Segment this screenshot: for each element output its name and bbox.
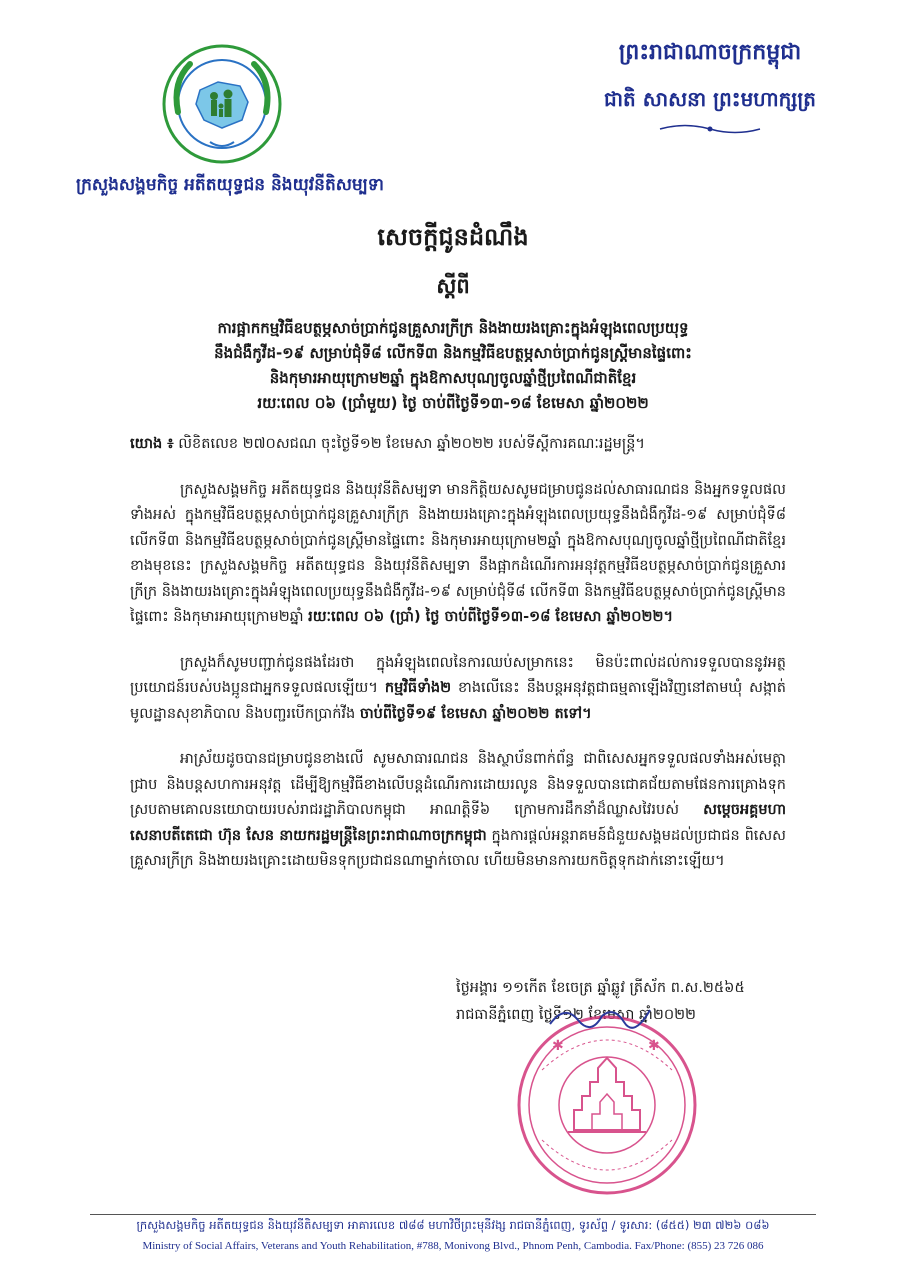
solar-date: រាជធានីភ្នំពេញ ថ្ងៃទី១២ ខែមេសា ឆ្នាំ២០២២ <box>456 1007 697 1023</box>
reference-line <box>130 432 786 458</box>
reference-text: លិខិតលេខ ២៧០សជណ ចុះថ្ងៃទី១២ ខែមេសា ឆ្នាំ២០២២ របស់ទីស្តីការគណៈរដ្ឋមន្ត្រី។ <box>178 436 645 452</box>
ornament-divider-icon <box>655 122 765 136</box>
national-motto: ជាតិ សាសនា ព្រះមហាក្សត្រ <box>604 87 816 111</box>
footer-address-english: Ministry of Social Affairs, Veterans and Youth Rehabilitation, #788, Monivong Blvd., Phnom Penh, Cambodia. Fax/Phone: (855) 23 726 086 <box>142 1240 764 1252</box>
document-title: សេចក្តីជូនដំណឹង <box>377 223 529 251</box>
paragraph-3-bold: សម្តេចអគ្គមហាសេនាបតីតេជោ ហ៊ុន សែន នាយករដ្ឋមន្ត្រីនៃព្រះរាជាណាចក្រកម្ពុជា <box>130 802 786 844</box>
ministry-name: ក្រសួងសង្គមកិច្ច អតីតយុទ្ធជន និងយុវនីតិសម្បទា <box>76 175 384 195</box>
subject-line-1: ការផ្អាកកម្មវិធីឧបត្ថម្ភសាច់ប្រាក់ជូនគ្រួសារក្រីក្រ និងងាយរងគ្រោះក្នុងអំឡុងពេលប្រយុទ្ធ <box>217 319 689 337</box>
subject-line-2: នឹងជំងឺកូវីដ-១៩ សម្រាប់ជុំទី៨ លើកទី៣ និងកម្មវិធីឧបត្ថម្ភសាច់ប្រាក់ជូនស្ត្រីមានផ្ទៃពោះ <box>214 344 692 362</box>
title-block <box>60 222 846 416</box>
paragraph-2-bold-2: ចាប់ពីថ្ងៃទី១៩ ខែមេសា ឆ្នាំ២០២២ តទៅ។ <box>359 705 592 722</box>
paragraph-2-mid: ខាងលើនេះ នឹងបន្តអនុវត្តជាធម្មតាឡើងវិញនៅតាមឃុំ សង្កាត់ មូលដ្ឋានសុខាភិបាល និងបញ្ជរបើកប្រាក់វីង <box>130 680 786 722</box>
paragraph-3 <box>130 747 786 875</box>
paragraph-2-text: ក្រសួងក៏សូមបញ្ជាក់ជូនផងដែរថា ក្នុងអំឡុងពេលនៃការឈប់សម្រាកនេះ មិនប៉ះពាល់ដល់ការទទួលបាននូវអត្ថប្រយោជន៍របស់បងប្អូនជាអ្នកទទួលផលឡើយ។ <box>130 654 786 696</box>
paragraph-1 <box>130 478 786 631</box>
footer-divider <box>90 1214 816 1215</box>
lunar-date: ថ្ងៃអង្គារ ១១កើត ខែចេត្រ ឆ្នាំឆ្លូវ ត្រីស័ក ព.ស.២៥៦៥ <box>456 980 745 996</box>
notice-body <box>130 432 786 895</box>
svg-text:✱: ✱ <box>648 1038 660 1054</box>
subject-line-4: រយៈពេល ០៦ (ប្រាំមួយ) ថ្ងៃ ចាប់ពីថ្ងៃទី១៣-១៨ ខែមេសា ឆ្នាំ២០២២ <box>257 394 649 412</box>
reference-label: យោង ៖ <box>130 436 174 452</box>
paragraph-1-text: ក្រសួងសង្គមកិច្ច អតីតយុទ្ធជន និងយុវនីតិសម្បទា មានកិត្តិយសសូមជម្រាបជូនដល់សាធារណជន និងអ្នកទទួលផលទាំងអស់ ក្នុងកម្មវិធីឧបត្ថម្ភសាច់ប្រាក់ជូនគ្រួសារក្រីក្រ និងងាយរងគ្រោះក្នុងអំឡុងពេលប្រយុទ្ធនឹងជំងឺកូវីដ-១៩ សម្រាប់ជុំទី៨ លើកទី៣ និងកម្មវិធីឧបត្ថម្ភសាច់ប្រាក់ជូនស្ត្រីមានផ្ទៃពោះ និងកុមារអាយុក្រោម២ឆ្នាំ ក្នុងឱកាសបុណ្យចូលឆ្នាំថ្មីប្រពៃណីជាតិខ្មែរ ខាងមុខនេះ ក្រសួងសង្គមកិច្ច អតីតយុទ្ធជន និងយុវនីតិសម្បទា នឹងផ្អាកដំណើរការអនុវត្តកម្មវិធីឧបត្ថម្ភសាច់ប្រាក់ជូនគ្រួសារក្រីក្រ និងងាយរងគ្រោះក្នុងអំឡុងពេលប្រយុទ្ធនឹងជំងឺកូវីដ-១៩ សម្រាប់ជុំទី៨ លើកទី៣ និងកម្មវិធីឧបត្ថម្ភសាច់ប្រាក់ជូនស្ត្រីមានផ្ទៃពោះ និងកុមារអាយុក្រោម២ឆ្នាំ <box>130 481 786 625</box>
document-about: ស្តីពី <box>436 274 470 298</box>
kingdom-name: ព្រះរាជាណាចក្រកម្ពុជា <box>618 39 802 65</box>
footer-address-khmer: ក្រសួងសង្គមកិច្ច អតីតយុទ្ធជន និងយុវនីតិសម្បទា អាគារលេខ ៧៨៨ មហាវិថីព្រះមុនីវង្ស រាជធានីភ្នំពេញ, ទូរស័ព្ទ / ទូរសារ: (៨៥៥) ២៣ ៧២៦ ០៨៦ <box>136 1218 770 1232</box>
signature-icon <box>540 996 660 1036</box>
paragraph-3-end: ក្នុងការផ្តល់អន្តរាគមន៍ជំនួយសង្គមដល់ប្រជាជន ពិសេសគ្រួសារក្រីក្រ និងងាយរងគ្រោះដោយមិនទុកប្រជាជនណាម្នាក់ចោល ហើយមិនមានការយកចិត្តទុកដាក់នោះឡើយ។ <box>130 827 786 869</box>
paragraph-2-bold-1: កម្មវិធីទាំង២ <box>384 680 452 696</box>
kingdom-heading <box>560 38 860 136</box>
paragraph-2 <box>130 651 786 728</box>
svg-text:✱: ✱ <box>552 1038 564 1054</box>
ministry-emblem-icon <box>160 42 284 166</box>
paragraph-1-bold: រយៈពេល ០៦ (ប្រាំ) ថ្ងៃ ចាប់ពីថ្ងៃទី១៣-១៨ ខែមេសា ឆ្នាំ២០២២។ <box>308 609 674 625</box>
subject-line-3: និងកុមារអាយុក្រោម២ឆ្នាំ ក្នុងឱកាសបុណ្យចូលឆ្នាំថ្មីប្រពៃណីជាតិខ្មែរ <box>269 369 637 387</box>
paragraph-3-text: អាស្រ័យដូចបានជម្រាបជូនខាងលើ សូមសាធារណជន និងស្ថាប័នពាក់ព័ន្ធ ជាពិសេសអ្នកទទួលផលទាំងអស់មេត្តាជ្រាប និងបន្តសហការអនុវត្ត ដើម្បីឱ្យកម្មវិធីខាងលើបន្តដំណើរការដោយរលូន និងទទួលបានជោគជ័យតាមផែនការគ្រោងទុក ស្របតាមគោលនយោបាយរបស់រាជរដ្ឋាភិបាលកម្ពុជា អាណត្តិទី៦ ក្រោមការដឹកនាំដ៏ឈ្លាសវៃរបស់ <box>130 751 786 818</box>
official-seal-icon <box>512 1010 702 1200</box>
